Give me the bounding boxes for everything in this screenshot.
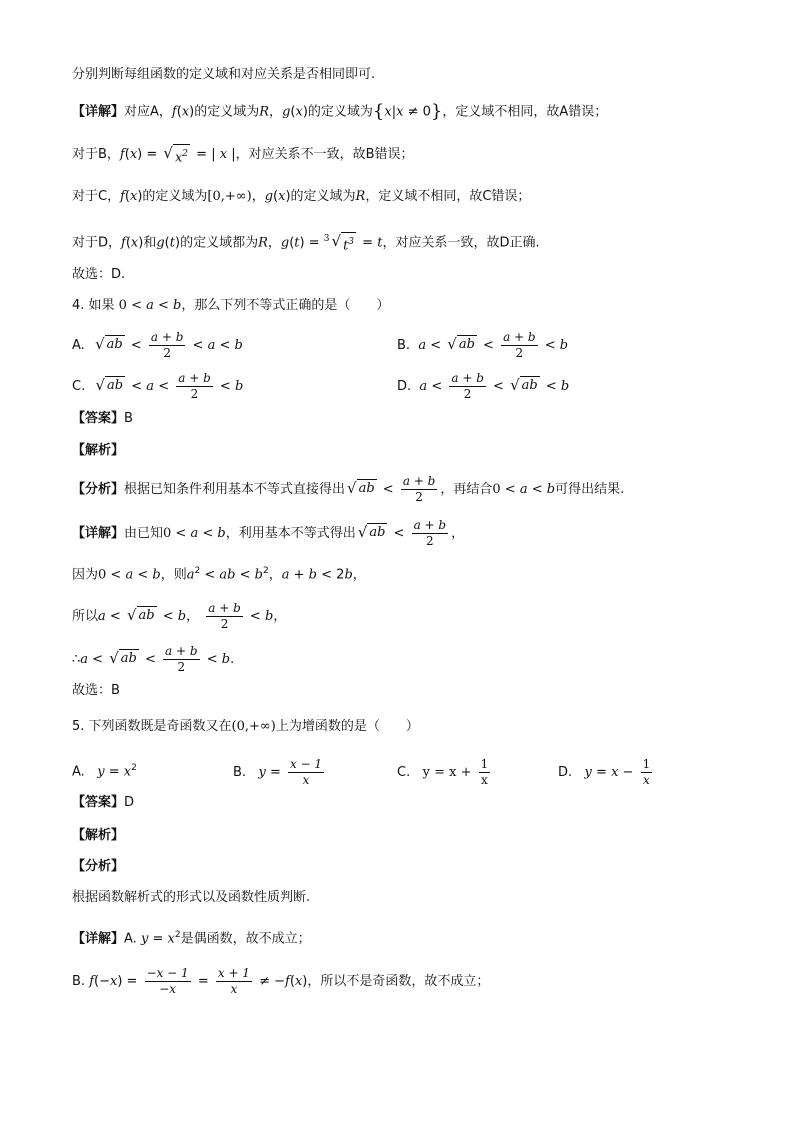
q4-option-c: C. √ ab < a < $\frac{a + b}{2}$ < b — [72, 371, 244, 401]
q5-fenxi-label: 【分析】 — [72, 859, 125, 874]
q4-detail: 【详解】由已知0 < a < b，利用基本不等式得出 √ ab < $\frac{a + b}{2}$ ， — [72, 518, 465, 548]
q4-analysis-label: 【解析】 — [72, 443, 125, 458]
q5-option-d: D. y = x − $\frac{1}{x}$ — [558, 757, 651, 787]
p3-line-d: 对于D，f(x)和g(t)的定义域都为R，g(t) = $^3$ √ $t^3$ = t，对应关系一致，故D正确. — [72, 232, 540, 254]
q4-stem: 4. 如果 0 < a < b，那么下列不等式正确的是（ ） — [72, 298, 390, 313]
p3-line-a: 【详解】对应A，f(x)的定义域为R，g(x)的定义域为{x|x ≠ 0}，定义域不相同，故A错误； — [72, 101, 608, 122]
q5-analysis-label: 【解析】 — [72, 828, 125, 843]
q5-stem: 5. 下列函数既是奇函数又在(0,+∞)上为增函数的是（ ） — [72, 719, 419, 734]
q4-answer: 【答案】B — [72, 411, 133, 426]
q5-option-b: B. y = $\frac{x - 1}{x}$ — [233, 757, 323, 787]
q4-option-b: B. a < √ ab < $\frac{a + b}{2}$ < b — [397, 330, 569, 360]
q5-detail-b: B. f(−x) = $\frac{-x - 1}{-x}$ = $\frac{x + 1}{x}$ ≠ −f(x)，所以不是奇函数，故不成立； — [72, 966, 490, 996]
q5-detail-a: 【详解】A. $y = x^2$是偶函数，故不成立； — [72, 930, 311, 947]
q4-fenxi: 【分析】根据已知条件利用基本不等式直接得出 √ ab < $\frac{a + b}{2}$ ，再结合0 < a < b可得出结果. — [72, 474, 625, 504]
q4-therefore: ∴a < √ ab < $\frac{a + b}{2}$ < b. — [72, 644, 235, 674]
q5-option-a: A. $y = x^2$ — [72, 763, 137, 780]
detail-label: 【详解】 — [72, 104, 125, 120]
p3-line-b: 对于B，f(x) = √ $x^2$ = | x |，对应关系不一致，故B错误； — [72, 144, 414, 166]
p3-line-c: 对于C，f(x)的定义域为[0,+∞)，g(x)的定义域为R，定义域不相同，故C错误； — [72, 189, 531, 204]
q4-so: 所以a < √ ab < b， $\frac{a + b}{2}$ < b， — [72, 601, 287, 631]
p3-choice: 故选：D. — [72, 267, 126, 282]
q4-because: 因为0 < a < b，则$a^2$ < ab < $b^2$，a + b < 2b， — [72, 566, 366, 583]
q4-option-a: A. √ ab < $\frac{a + b}{2}$ < a < b — [72, 330, 243, 360]
q4-option-d: D. a < $\frac{a + b}{2}$ < √ ab < b — [397, 371, 570, 401]
q5-fenxi-text: 根据函数解析式的形式以及函数性质判断. — [72, 890, 311, 905]
intro-text: 分别判断每组函数的定义域和对应关系是否相同即可. — [72, 67, 376, 82]
q4-choice: 故选：B — [72, 683, 120, 698]
q5-answer: 【答案】D — [72, 795, 135, 810]
q5-option-c: C. y = x + $\frac{1}{x}$ — [397, 757, 489, 787]
